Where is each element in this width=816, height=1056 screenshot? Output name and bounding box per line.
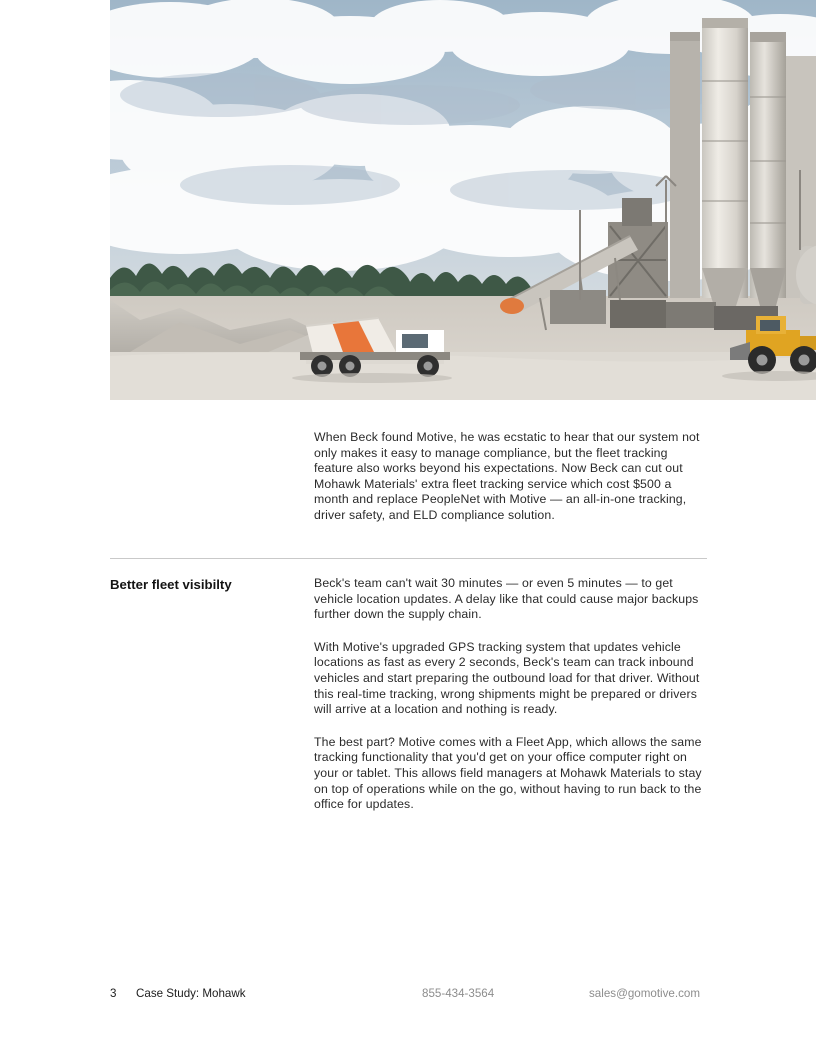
hero-image-graphic [110,0,816,400]
footer-document-title: Case Study: Mohawk [136,987,246,1000]
footer-phone[interactable]: 855-434-3564 [422,987,495,1000]
section-paragraph-1: Beck's team can't wait 30 minutes — or even 5 minutes — to get vehicle location updates. A delay like that could cause major backups further down the supply chain. [314,576,699,622]
hero-image [110,0,816,400]
section-paragraph-3: The best part? Motive comes with a Fleet App, which allows the same tracking functionality that you'd get on your office computer right on your or tablet. This allows field managers at Mohawk Materials to stay on top of operations while on the go, without having to run back to the office for updates. [314,734,702,812]
intro-paragraph: When Beck found Motive, he was ecstatic to hear that our system not only makes it easy to manage compliance, but the fleet tracking feature also works beyond his expectations. Now Beck can cut out Mohawk Materials' extra fleet tracking service which cost $500 a month and replace PeopleNet with Motive — an all-in-one tracking, driver safety, and ELD compliance solution. [314,430,700,522]
section-divider [110,558,707,559]
footer-page-number: 3 [110,987,117,1000]
page-footer [0,987,816,1009]
section-paragraph-2: With Motive's upgraded GPS tracking system that updates vehicle locations as fast as every 2 seconds, Beck's team can track inbound vehicles and start preparing the outbound load for that driver. Without this real-time tracking, wrong shipments might be prepared or drivers will arrive at a location and nothing is ready. [314,639,700,717]
section-heading: Better fleet visibilty [110,577,232,592]
footer-email[interactable]: sales@gomotive.com [589,987,701,1000]
section-body [314,576,707,813]
